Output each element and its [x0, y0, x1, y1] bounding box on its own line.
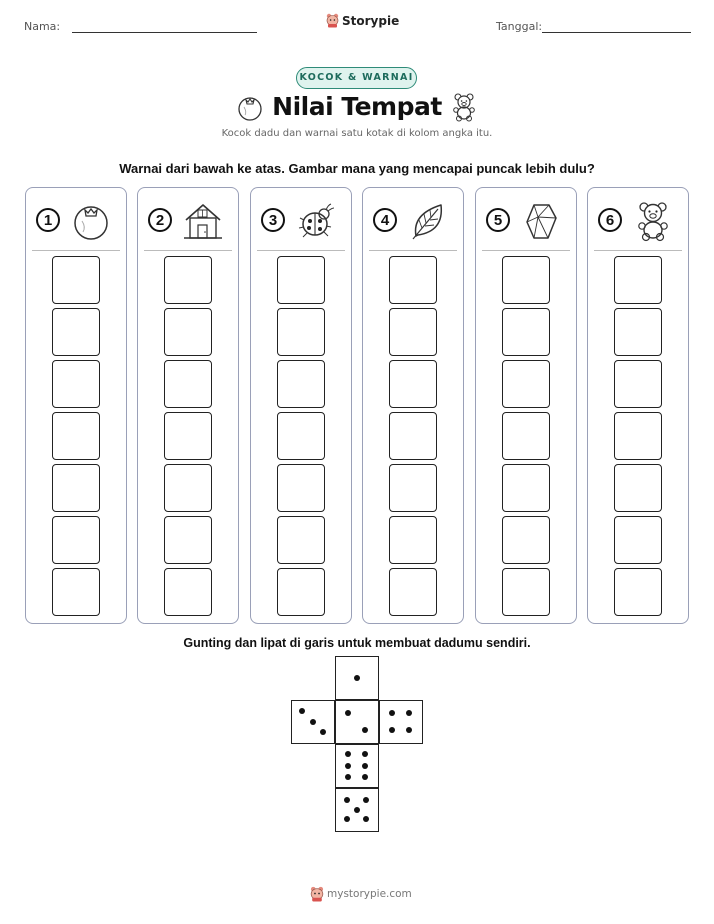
footer [310, 886, 412, 902]
color-box[interactable] [389, 568, 437, 616]
color-box[interactable] [277, 360, 325, 408]
dice-pip [345, 763, 351, 769]
color-box[interactable] [389, 516, 437, 564]
color-box[interactable] [502, 256, 550, 304]
color-box[interactable] [614, 516, 662, 564]
column-divider [257, 250, 345, 251]
dice-pip [320, 729, 326, 735]
column-divider [32, 250, 120, 251]
color-box[interactable] [52, 516, 100, 564]
teddy-bear-icon [632, 200, 674, 242]
dice-pip [354, 807, 360, 813]
color-box[interactable] [164, 516, 212, 564]
color-box[interactable] [277, 412, 325, 460]
color-box[interactable] [614, 308, 662, 356]
brand-name: Storypie [342, 13, 400, 28]
color-box[interactable] [277, 256, 325, 304]
dice-pip [363, 816, 369, 822]
column-number: 3 [261, 208, 285, 232]
color-box[interactable] [164, 464, 212, 512]
color-box[interactable] [614, 464, 662, 512]
color-box[interactable] [277, 464, 325, 512]
column-2 [137, 187, 239, 624]
color-box[interactable] [277, 308, 325, 356]
color-box[interactable] [614, 360, 662, 408]
dice-face-2 [335, 700, 379, 744]
color-box[interactable] [52, 568, 100, 616]
dice-pip [344, 797, 350, 803]
storypie-mascot-icon [310, 886, 324, 902]
column-3 [250, 187, 352, 624]
color-box[interactable] [389, 308, 437, 356]
color-box[interactable] [52, 464, 100, 512]
color-box[interactable] [502, 412, 550, 460]
coloring-instruction: Warnai dari bawah ke atas. Gambar mana yang mencapai puncak lebih dulu? [119, 161, 595, 176]
crystal-icon [520, 200, 562, 242]
storypie-mascot-icon [326, 13, 339, 28]
color-box[interactable] [502, 516, 550, 564]
color-box[interactable] [389, 464, 437, 512]
dice-pip [345, 774, 351, 780]
date-label: Tanggal: [496, 20, 543, 33]
column-1 [25, 187, 127, 624]
dice-pip [406, 710, 412, 716]
color-box[interactable] [52, 256, 100, 304]
color-box[interactable] [164, 568, 212, 616]
dice-pip [389, 727, 395, 733]
footer-url: mystorypie.com [327, 888, 412, 900]
dice-pip [310, 719, 316, 725]
color-box[interactable] [164, 308, 212, 356]
color-box[interactable] [614, 412, 662, 460]
leaf-icon [407, 200, 449, 242]
dice-pip [345, 710, 351, 716]
color-box[interactable] [389, 412, 437, 460]
column-divider [482, 250, 570, 251]
dice-pip [362, 763, 368, 769]
column-number: 6 [598, 208, 622, 232]
color-box[interactable] [164, 412, 212, 460]
ladybug-icon [295, 200, 337, 242]
name-line [72, 32, 257, 33]
column-number: 1 [36, 208, 60, 232]
column-divider [594, 250, 682, 251]
color-box[interactable] [277, 516, 325, 564]
date-line [542, 32, 691, 33]
dice-pip [389, 710, 395, 716]
dice-face-4 [379, 700, 423, 744]
dice-face-6 [335, 744, 379, 788]
color-box[interactable] [502, 308, 550, 356]
column-number: 4 [373, 208, 397, 232]
dice-face-3 [291, 700, 335, 744]
dice-pip [362, 751, 368, 757]
blueberry-icon [70, 200, 112, 242]
color-box[interactable] [502, 360, 550, 408]
color-box[interactable] [614, 568, 662, 616]
column-divider [369, 250, 457, 251]
dice-pip [363, 797, 369, 803]
column-4 [362, 187, 464, 624]
house-icon [182, 200, 224, 242]
dice-pip [362, 727, 368, 733]
column-number: 2 [148, 208, 172, 232]
brand-logo [326, 13, 399, 28]
column-6 [587, 187, 689, 624]
column-number: 5 [486, 208, 510, 232]
dice-face-5 [335, 788, 379, 832]
color-box[interactable] [52, 308, 100, 356]
color-box[interactable] [52, 360, 100, 408]
dice-pip [406, 727, 412, 733]
dice-pip [345, 751, 351, 757]
column-5 [475, 187, 577, 624]
blueberry-icon [235, 92, 265, 122]
dice-pip [354, 675, 360, 681]
color-box[interactable] [164, 360, 212, 408]
activity-badge: KOCOK & WARNAI [296, 67, 417, 89]
color-box[interactable] [277, 568, 325, 616]
color-box[interactable] [389, 256, 437, 304]
color-box[interactable] [502, 464, 550, 512]
color-box[interactable] [502, 568, 550, 616]
color-box[interactable] [52, 412, 100, 460]
teddy-bear-icon [449, 92, 479, 122]
dice-pip [362, 774, 368, 780]
page-title: Nilai Tempat [272, 92, 442, 121]
name-label: Nama: [24, 20, 61, 33]
dice-face-1 [335, 656, 379, 700]
color-box[interactable] [614, 256, 662, 304]
color-box[interactable] [164, 256, 212, 304]
dice-pip [344, 816, 350, 822]
page-subtitle: Kocok dadu dan warnai satu kotak di kolom angka itu. [221, 128, 493, 139]
dice-pip [299, 708, 305, 714]
cut-instruction: Gunting dan lipat di garis untuk membuat dadumu sendiri. [183, 636, 531, 650]
column-divider [144, 250, 232, 251]
color-box[interactable] [389, 360, 437, 408]
